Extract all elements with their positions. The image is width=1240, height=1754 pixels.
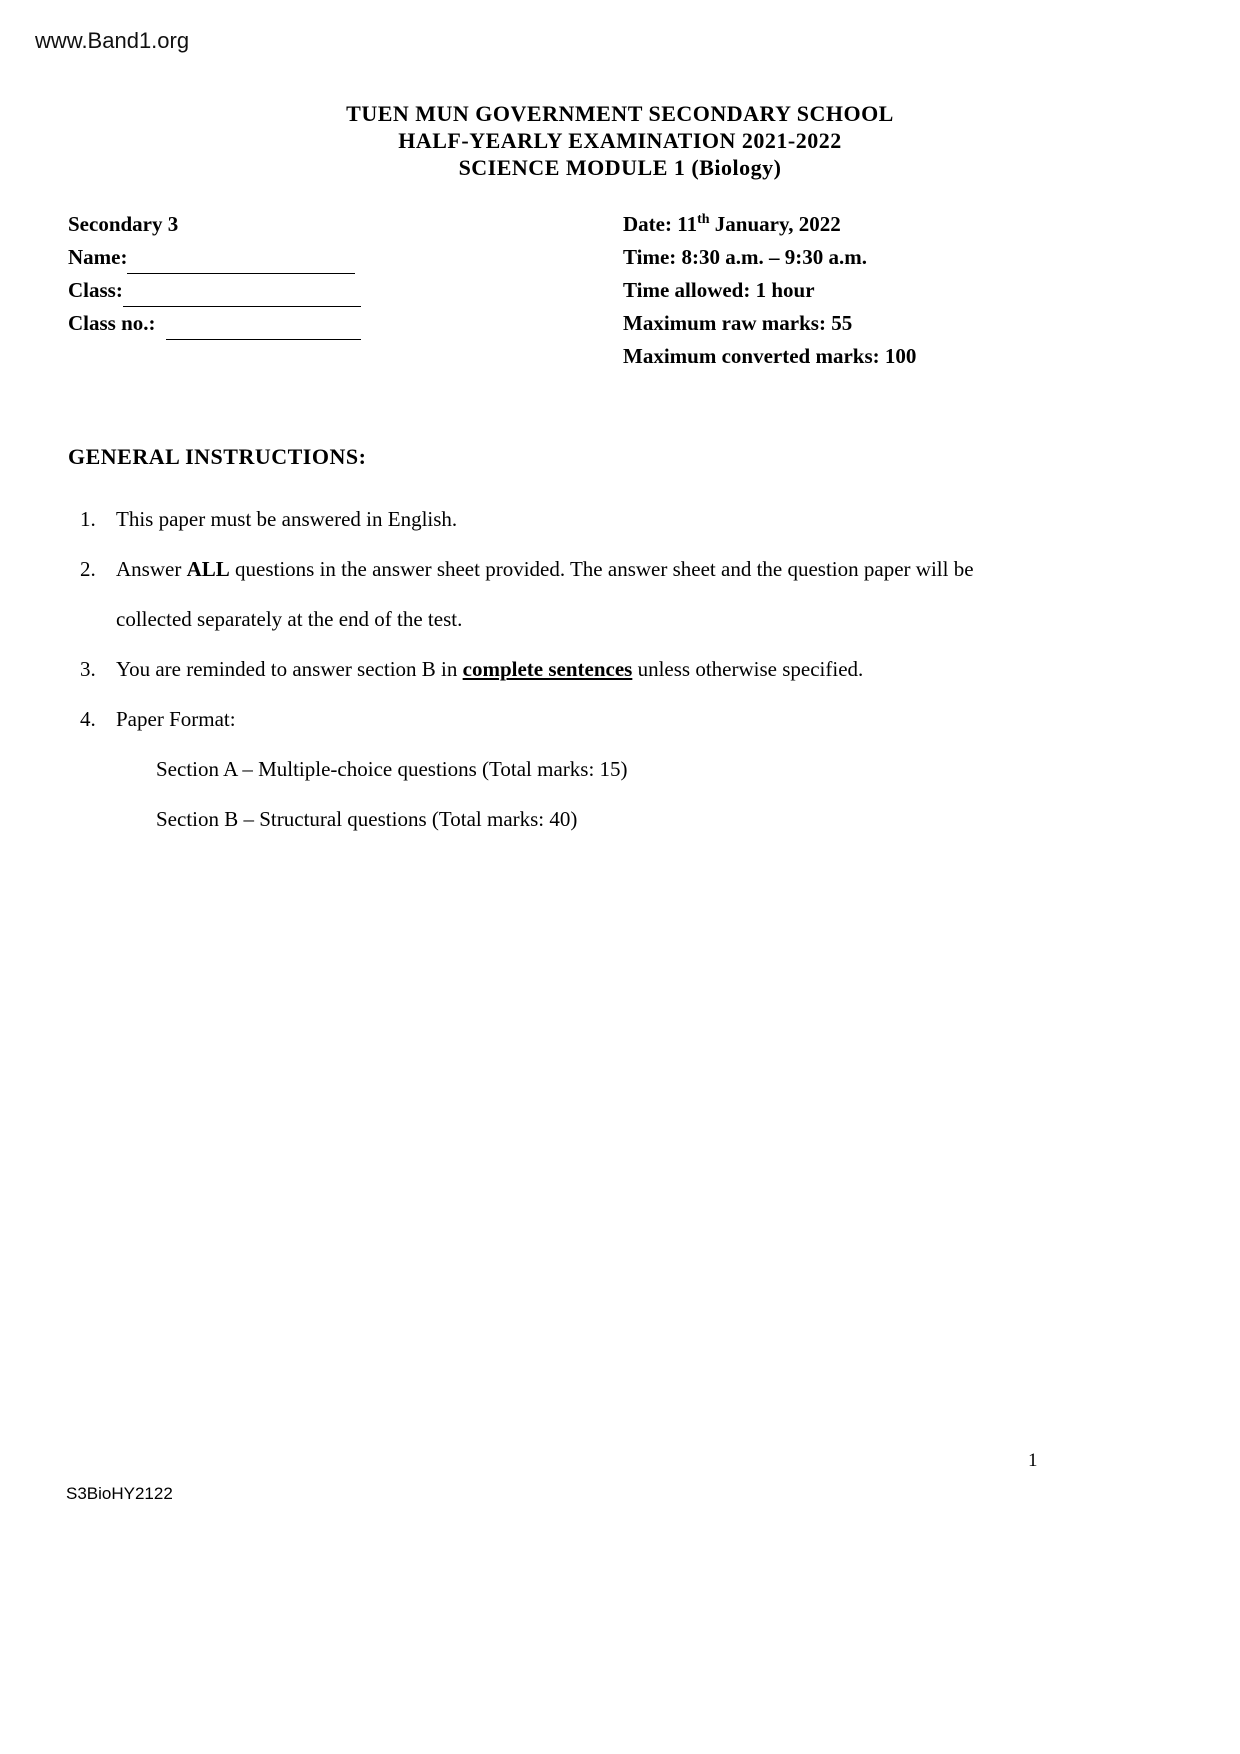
date-row: [623, 208, 916, 241]
name-fill-line: [127, 248, 355, 274]
name-row: [68, 241, 623, 274]
instruction-text: Answer ALL questions in the answer sheet provided. The answer sheet and the question paper will be collected separately at the end of the test.: [116, 557, 974, 631]
exam-details-column: [623, 208, 916, 373]
instruction-number: 1.: [80, 507, 96, 531]
class-no-fill-line: [166, 314, 361, 340]
max-raw-marks-text: Maximum raw marks: 55: [623, 311, 853, 335]
instruction-text: This paper must be answered in English.: [116, 507, 458, 531]
time-text: Time: 8:30 a.m. – 9:30 a.m.: [623, 245, 867, 269]
time-row: [623, 241, 916, 274]
complete-sentences-emphasis: complete sentences: [462, 657, 633, 681]
exam-title: HALF-YEARLY EXAMINATION 2021-2022: [398, 128, 842, 153]
time-allowed-row: [623, 274, 916, 307]
instruction-text: You are reminded to answer section B in complete sentences unless otherwise specified.: [116, 657, 864, 681]
instruction-item-3: [80, 644, 1035, 694]
instruction-number: 4.: [80, 707, 96, 731]
max-raw-marks-row: [623, 307, 916, 340]
name-label: Name:: [68, 245, 128, 269]
class-row: [68, 274, 623, 307]
class-fill-line: [123, 281, 361, 307]
paper-format-section-a: Section A – Multiple-choice questions (Total marks: 15): [156, 757, 628, 781]
exam-info-block: [68, 208, 1172, 373]
school-name: TUEN MUN GOVERNMENT SECONDARY SCHOOL: [346, 101, 894, 126]
paper-format-section-b: Section B – Structural questions (Total marks: 40): [156, 807, 578, 831]
instruction-text: Paper Format:: [116, 707, 236, 731]
max-converted-marks-row: [623, 340, 916, 373]
instruction-item-1: [80, 494, 1035, 544]
level-label: Secondary 3: [68, 212, 179, 236]
date-ordinal: th: [697, 212, 710, 227]
instruction-item-2: [80, 544, 1035, 644]
date-text: Date: 11th January, 2022: [623, 212, 841, 236]
class-no-row: [68, 307, 623, 340]
document-code: S3BioHY2122: [66, 1484, 173, 1503]
instructions-list: [80, 494, 1035, 844]
student-info-column: [68, 208, 623, 373]
document-header: [0, 100, 1240, 181]
class-no-label: Class no.:: [68, 311, 156, 335]
instruction-number: 3.: [80, 657, 96, 681]
page-number: 1: [1028, 1450, 1038, 1471]
time-allowed-text: Time allowed: 1 hour: [623, 278, 815, 302]
watermark-link[interactable]: www.Band1.org: [35, 28, 190, 53]
general-instructions-heading: GENERAL INSTRUCTIONS:: [68, 444, 367, 469]
subject-title: SCIENCE MODULE 1 (Biology): [458, 155, 782, 180]
max-converted-marks-text: Maximum converted marks: 100: [623, 344, 917, 368]
class-label: Class:: [68, 278, 123, 302]
instruction-item-4: [80, 694, 1035, 744]
bold-all-text: ALL: [186, 557, 230, 581]
level-row: [68, 208, 623, 241]
instruction-number: 2.: [80, 557, 96, 581]
